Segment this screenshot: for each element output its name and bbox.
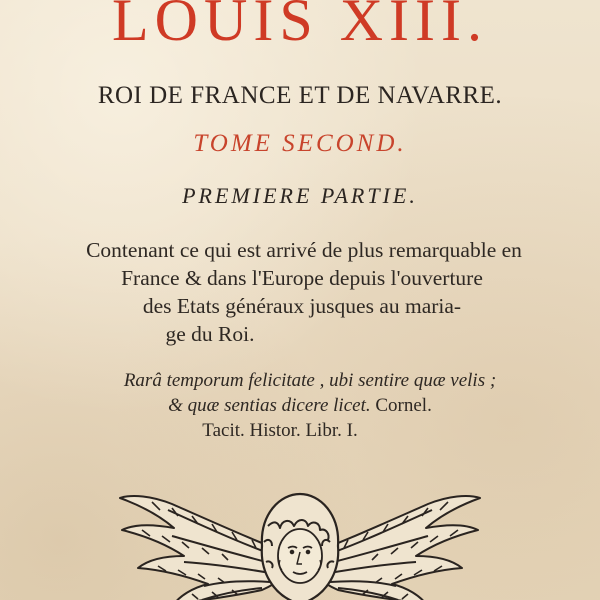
description-line-2: France & dans l'Europe depuis l'ouverture: [121, 266, 483, 290]
epigraph-line-2: [0, 395, 600, 417]
epigraph-line-2-italic: & quæ sentias dicere licet.: [168, 395, 371, 416]
book-title: LOUIS XIII.: [112, 0, 488, 53]
description-line-1: Contenant ce qui est arrivé de plus remarquable en: [86, 238, 522, 262]
partie-label: PREMIERE PARTIE.: [182, 183, 418, 208]
epigraph-line-3: Tacit. Histor. Libr. I.: [202, 420, 358, 441]
book-subtitle: ROI DE FRANCE ET DE NAVARRE.: [97, 82, 503, 109]
description-line-4: ge du Roi.: [165, 322, 255, 346]
winged-cherub-head-icon: [112, 486, 488, 600]
tome-label: TOME SECOND.: [193, 130, 407, 157]
description-line-3: des Etats généraux jusques au maria-: [142, 294, 462, 318]
epigraph-line-1: Rarâ temporum felicitate , ubi sentire quæ velis ;: [123, 370, 497, 391]
epigraph-line-2-roman: Cornel.: [370, 395, 432, 416]
